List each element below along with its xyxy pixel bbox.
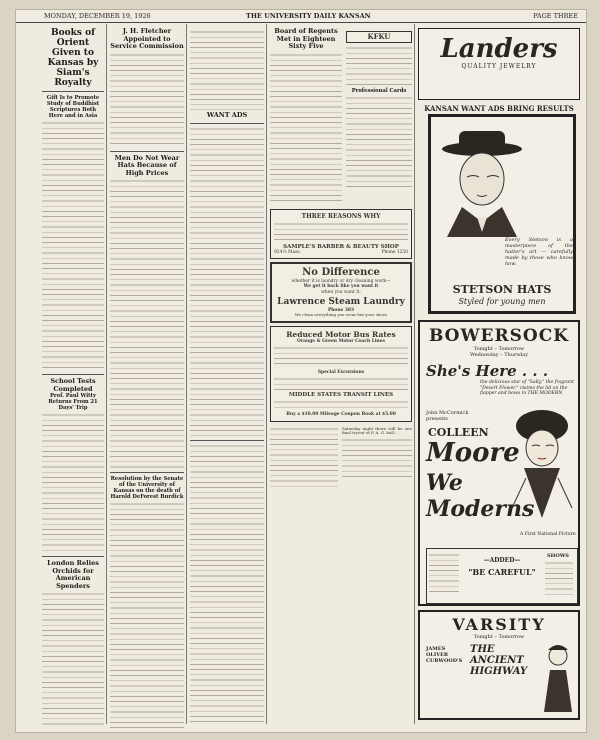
varsity-title: VARSITY bbox=[452, 615, 546, 634]
column-rule bbox=[106, 24, 107, 724]
column-rule bbox=[414, 24, 415, 724]
article-body-text bbox=[270, 427, 338, 487]
three-reasons-heading: THREE REASONS WHY bbox=[301, 212, 381, 220]
column-2 bbox=[110, 28, 184, 728]
professional-cards-text bbox=[346, 96, 412, 191]
radio-listing-text bbox=[346, 46, 412, 86]
bowersock-title: BOWERSOCK bbox=[428, 326, 570, 346]
mccormick-credit: John McCormick bbox=[426, 410, 469, 416]
varsity-illustration bbox=[540, 642, 576, 712]
article-body-text bbox=[42, 413, 104, 553]
shes-here-copy: the delicious star of "Sally," the fragrant "Desert Flower," claims the lid on the flapper and bows in THE MODERN bbox=[480, 380, 574, 396]
shes-here-heading: She's Here . . . bbox=[426, 362, 549, 380]
divider bbox=[110, 472, 184, 473]
show-times-right bbox=[545, 561, 573, 595]
subhead-witty: Prof. Paul Witty Returns From 21 Days' Trip bbox=[48, 393, 98, 411]
first-national-label: A First National Picture bbox=[520, 532, 576, 537]
landers-logo: Landers bbox=[440, 34, 558, 64]
kansan-want-ads-banner: KANSAN WANT ADS BRING RESULTS bbox=[424, 104, 574, 113]
sample-shop-name: SAMPLE'S BARBER & BEAUTY SHOP bbox=[283, 243, 399, 250]
headline-resolution: Resolution by the Senate of the University of Kansas on the death of Harold DeForest Burdick bbox=[110, 476, 184, 500]
tryout-note: Saturday night there will be one final tryout of P. A. G. ball... bbox=[342, 425, 412, 436]
no-difference-sub: whether it is laundry or dry cleaning work— bbox=[291, 279, 391, 285]
varsity-days: Tonight – Tomorrow bbox=[473, 634, 525, 640]
sample-address: 924½ Mass. bbox=[274, 250, 302, 255]
kfku-title: KFKU bbox=[367, 32, 391, 41]
laundry-ad bbox=[270, 262, 412, 323]
divider bbox=[42, 374, 104, 375]
bus-title: Reduced Motor Bus Rates bbox=[286, 329, 396, 339]
added-label: —ADDED— bbox=[483, 557, 521, 564]
bowersock-schedule-box bbox=[426, 548, 578, 604]
divider bbox=[110, 151, 184, 152]
article-body-text bbox=[42, 121, 104, 371]
stetson-hats-ad bbox=[428, 114, 576, 314]
schedule-times-left bbox=[429, 553, 459, 593]
divider bbox=[190, 440, 264, 441]
sample-barber-ad bbox=[270, 209, 412, 260]
masthead-date: MONDAY, DECEMBER 19, 1926 bbox=[44, 12, 151, 20]
bowersock-days2: Wednesday – Thursday bbox=[469, 352, 529, 358]
no-difference-title: No Difference bbox=[302, 267, 380, 279]
bus-schedule-text bbox=[274, 400, 408, 410]
colleen-label: COLLEEN bbox=[428, 426, 489, 439]
masthead bbox=[16, 10, 586, 23]
masthead-page: PAGE THREE bbox=[533, 12, 578, 20]
classified-ads-text bbox=[190, 127, 264, 437]
we-moderns-title: We Moderns bbox=[426, 470, 535, 522]
bus-excursions-text bbox=[274, 377, 408, 391]
headline-books-orient: Books of Orient Given to Kansas by Siam's Royalty bbox=[47, 28, 99, 88]
stetson-title: STETSON HATS bbox=[452, 283, 552, 296]
shows-label: SHOWS bbox=[547, 553, 569, 559]
article-body-text bbox=[342, 438, 412, 478]
curwood-credit: JAMES OLIVER CURWOOD'S bbox=[426, 646, 463, 664]
headline-hats: Men Do Not Wear Hats Because of High Prices bbox=[114, 153, 180, 177]
bowersock-days: Tonight – Tomorrow bbox=[473, 346, 525, 352]
newspaper-page bbox=[16, 10, 586, 732]
article-body-text bbox=[110, 53, 184, 148]
ancient-highway-title: THE ANCIENT HIGHWAY bbox=[470, 644, 528, 677]
sample-phone: Phone 1250 bbox=[381, 250, 408, 255]
divider bbox=[42, 91, 104, 92]
article-body-text bbox=[190, 444, 264, 724]
subhead-buddhist: Gift Is to Promote Study of Buddhist Scriptures Both Here and in Asia bbox=[46, 95, 100, 119]
ad-body-text bbox=[274, 222, 408, 242]
bus-schedule-table bbox=[274, 346, 408, 368]
headline-regents: Board of Regents Met in Eighteen Sixty Five bbox=[274, 28, 338, 50]
landers-subtitle: QUALITY JEWELRY bbox=[461, 63, 537, 70]
bus-rates-ad bbox=[270, 326, 412, 422]
bus-subtitle: Orange & Green Motor Coach Lines bbox=[297, 338, 385, 344]
varsity-ad bbox=[418, 610, 580, 720]
headline-school-tests: School Tests Completed bbox=[50, 377, 96, 393]
column-1 bbox=[42, 28, 104, 728]
divider bbox=[42, 556, 104, 557]
column-rule bbox=[186, 24, 187, 724]
divider bbox=[190, 123, 264, 124]
stetson-copy: Every Stetson is a masterpiece of the hatter's art — carefully made by those who know how. bbox=[505, 237, 573, 267]
bus-lines: MIDDLE STATES TRANSIT LINES bbox=[288, 392, 394, 399]
want-ads-heading: WANT ADS bbox=[206, 111, 248, 119]
column-4 bbox=[270, 28, 412, 728]
laundry-tagline: We clean everything you wear but your shoes bbox=[294, 312, 388, 318]
headline-london-orchids: London Relies Orchids for American Spenders bbox=[47, 559, 99, 590]
bowersock-ad bbox=[418, 320, 580, 606]
presents-label: presents bbox=[426, 416, 448, 422]
be-careful-label: "BE CAREFUL" bbox=[468, 567, 536, 577]
professional-cards-heading: Professional Cards bbox=[351, 88, 407, 94]
landers-jewelry-ad bbox=[418, 28, 580, 100]
no-difference-line3: when you want it. bbox=[321, 289, 361, 295]
article-body-text bbox=[270, 53, 342, 203]
moore-label: Moore bbox=[426, 438, 520, 468]
stetson-subtitle: Styled for young men bbox=[458, 297, 546, 306]
bus-special: Special Excursions bbox=[317, 370, 365, 376]
article-body-text bbox=[110, 502, 184, 728]
column-3 bbox=[190, 28, 264, 728]
column-rule bbox=[266, 24, 267, 724]
masthead-title: THE UNIVERSITY DAILY KANSAN bbox=[246, 12, 371, 20]
laundry-phone: Phone 383 bbox=[327, 307, 355, 313]
kfku-box bbox=[346, 31, 412, 43]
article-body-text bbox=[110, 179, 184, 469]
laundry-name: Lawrence Steam Laundry bbox=[277, 296, 405, 307]
man-in-hat-illustration bbox=[437, 127, 527, 237]
article-body-text bbox=[42, 592, 104, 728]
no-difference-line2: We get it back like you want it bbox=[303, 284, 379, 290]
bus-coupon: Buy a $10.00 Mileage Coupon Book at $5.00 bbox=[286, 412, 396, 418]
headline-fletcher: J. H. Fletcher Appointed to Service Commission bbox=[110, 28, 184, 50]
article-body-text bbox=[190, 30, 264, 110]
